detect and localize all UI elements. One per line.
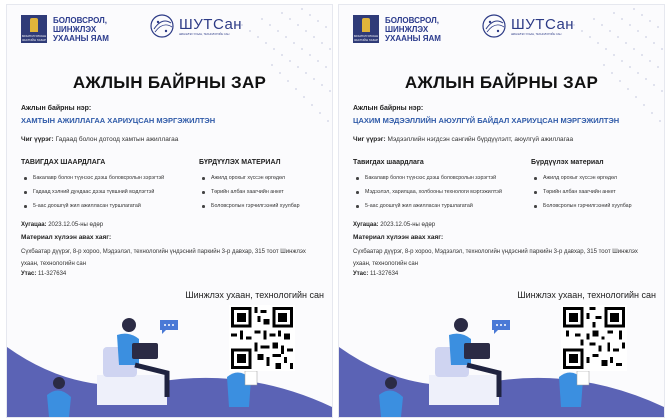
ministry-header <box>21 15 133 43</box>
deadline-value: 2023.12.05-ны өдөр <box>48 222 104 228</box>
list-item: Бакалавр болон түүнээс дээш боловсролын зэрэгтэй <box>21 175 187 182</box>
list-item: 5-аас доошгүй жил ажилласан туршлагатай <box>21 203 187 210</box>
ministry-name: БОЛОВСРОЛ, ШИНЖЛЭХ УХААНЫ ЯАМ <box>385 15 441 43</box>
list-item: Бакалавр болон түүнээс дээш боловсролын зэрэгтэй <box>353 175 519 182</box>
foundation-logo-icon <box>481 13 509 39</box>
materials-list <box>199 175 327 217</box>
phone-line <box>353 271 398 277</box>
foundation-tagline: Шинжлэх ухаан, технологийн сан <box>185 290 324 300</box>
requirements-heading: ТАВИГДАХ ШААРДЛАГА <box>21 159 106 166</box>
foundation-logo-icon <box>149 13 177 39</box>
logo-subtitle: ШИНЖЛЭХ УХААН, ТЕХНОЛОГИЙН САН <box>179 32 230 36</box>
phone-line <box>21 271 66 277</box>
logo-name: ШУТСан <box>179 15 243 33</box>
position-label: Ажлын байрны нэр: <box>353 105 424 112</box>
ministry-name: БОЛОВСРОЛ, ШИНЖЛЭХ УХААНЫ ЯАМ <box>53 15 109 43</box>
qr-code[interactable] <box>561 305 627 371</box>
list-item: 5-аас доошгүй жил ажилласан туршлагатай <box>353 203 519 210</box>
emblem-text: МОНГОЛ УЛСЫН ЗАСГИЙН ГАЗАР <box>21 34 47 42</box>
deadline-line <box>21 222 103 228</box>
list-item: Төрийн албан хаагчийн анкет <box>531 189 659 196</box>
job-poster-collaboration <box>6 4 333 418</box>
materials-list <box>531 175 659 217</box>
qr-code[interactable] <box>229 305 295 371</box>
address-value: Сүхбаатар дүүрэг, 8-р хороо, Мэдээлэл, технологийн үндэсний паркийн 3-р давхар, 315 тоот Шинжлэх ухаан, технологийн сан <box>21 249 306 267</box>
ministry-header <box>353 15 465 43</box>
list-item: Гадаад хэлний дундаас дээш түвшний мэдлэгтэй <box>21 189 187 196</box>
foundation-logo <box>481 13 581 39</box>
logo-subtitle: ШИНЖЛЭХ УХААН, ТЕХНОЛОГИЙН САН <box>511 32 562 36</box>
direction-line <box>353 136 573 143</box>
address-label: Материал хүлээн авах хаяг: <box>353 234 444 241</box>
emblem-text: МОНГОЛ УЛСЫН ЗАСГИЙН ГАЗАР <box>353 34 379 42</box>
list-item: Боловсролын гэрчилгээний хуулбар <box>531 203 659 210</box>
phone-label: Утас: <box>353 271 369 277</box>
requirements-list <box>353 175 519 217</box>
poster-title: АЖЛЫН БАЙРНЫ ЗАР <box>404 73 599 92</box>
direction-line <box>21 136 178 143</box>
list-item: Ажилд орохыг хүссэн өргөдөл <box>531 175 659 182</box>
list-item: Төрийн албан хаагчийн анкет <box>199 189 327 196</box>
phone-value: 11-327634 <box>38 271 67 277</box>
list-item: Боловсролын гэрчилгээний хуулбар <box>199 203 327 210</box>
materials-heading: БҮРДҮҮЛЭХ МАТЕРИАЛ <box>199 159 281 166</box>
chat-bubble-icon <box>490 318 512 336</box>
mongolia-government-emblem <box>353 15 379 43</box>
list-item: Мэдээлэл, харилцаа, холбооны технологи мэргэжилтэй <box>353 189 519 196</box>
requirements-list <box>21 175 187 217</box>
foundation-tagline: Шинжлэх ухаан, технологийн сан <box>517 290 656 300</box>
deadline-line <box>353 222 435 228</box>
logo-name: ШУТСан <box>511 15 575 33</box>
direction-value: Гадаад болон дотоод хамтын ажиллагаа <box>55 136 179 143</box>
position-value: ХАМТЫН АЖИЛЛАГАА ХАРИУЦСАН МЭРГЭЖИЛТЭН <box>21 116 216 125</box>
phone-value: 11-327634 <box>370 271 399 277</box>
list-item: Ажилд орохыг хүссэн өргөдөл <box>199 175 327 182</box>
requirements-heading: Тавигдах шаардлага <box>353 159 424 166</box>
position-label: Ажлын байрны нэр: <box>21 105 92 112</box>
direction-value: Мэдээллийн нэгдсэн сангийн бүрдүүлэлт, аюулгүй ажиллагаа <box>387 136 574 143</box>
deadline-value: 2023.12.05-ны өдөр <box>380 222 436 228</box>
chat-bubble-icon <box>158 318 180 336</box>
foundation-logo <box>149 13 249 39</box>
poster-title: АЖЛЫН БАЙРНЫ ЗАР <box>72 73 267 92</box>
direction-label: Чиг үүрэг: <box>21 136 54 143</box>
address-value: Сүхбаатар дүүрэг, 8-р хороо, Мэдээлэл, технологийн үндэсний паркийн 3-р давхар, 315 тоот Шинжлэх ухаан, технологийн сан <box>353 249 638 267</box>
phone-label: Утас: <box>21 271 37 277</box>
job-poster-cybersecurity <box>338 4 665 418</box>
position-value: ЦАХИМ МЭДЭЭЛЛИЙН АЮУЛГҮЙ БАЙДАЛ ХАРИУЦСАН МЭРГЭЖИЛТЭН <box>353 116 620 125</box>
materials-heading: Бүрдүүлэх материал <box>531 159 604 166</box>
address-label: Материал хүлээн авах хаяг: <box>21 234 112 241</box>
direction-label: Чиг үүрэг: <box>353 136 386 143</box>
deadline-label: Хугацаа: <box>21 222 47 228</box>
deadline-label: Хугацаа: <box>353 222 379 228</box>
mongolia-government-emblem <box>21 15 47 43</box>
